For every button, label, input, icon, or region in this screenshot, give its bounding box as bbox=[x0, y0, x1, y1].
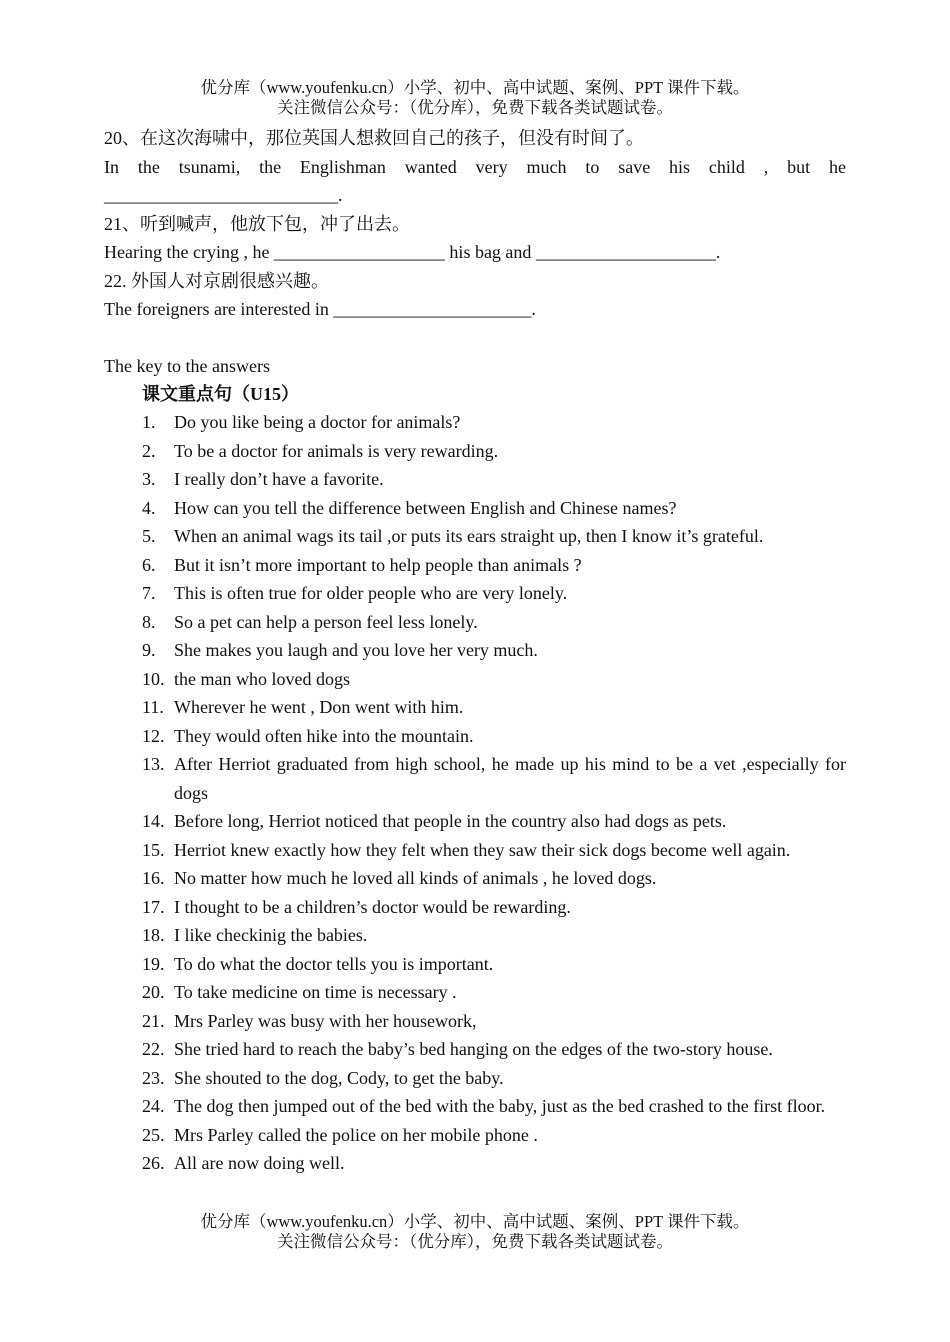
section-gap bbox=[104, 324, 846, 352]
list-item-number: 13. bbox=[142, 754, 165, 774]
list-item-number: 16. bbox=[142, 868, 165, 888]
question-21-chinese: 21、听到喊声，他放下包，冲了出去。 bbox=[104, 213, 410, 234]
list-item-text: All are now doing well. bbox=[174, 1153, 345, 1173]
list-item bbox=[142, 465, 846, 494]
list-item bbox=[142, 1092, 846, 1121]
answer-section-title: 课文重点句（U15） bbox=[142, 384, 299, 404]
list-item-text: To take medicine on time is necessary . bbox=[174, 982, 457, 1002]
list-item-number: 22. bbox=[142, 1039, 165, 1059]
footer-line-1: 优分库（www.youfenku.cn）小学、初中、高中试题、案例、PPT 课件下载。 bbox=[200, 1212, 750, 1231]
list-item-number: 7. bbox=[142, 583, 156, 603]
list-item-number: 2. bbox=[142, 440, 156, 461]
question-20-blank: __________________________. bbox=[104, 185, 343, 205]
list-item-number: 8. bbox=[142, 611, 156, 632]
list-item bbox=[142, 836, 846, 865]
list-item-text: When an animal wags its tail ,or puts its ears straight up, then I know it’s grateful. bbox=[174, 526, 764, 546]
list-item-number: 1. bbox=[142, 412, 156, 432]
list-item bbox=[142, 950, 846, 979]
list-item bbox=[142, 1064, 846, 1093]
list-item bbox=[142, 551, 846, 580]
list-item-text: I like checkinig the babies. bbox=[174, 925, 368, 945]
list-item-text: After Herriot graduated from high school, he made up his mind to be a vet ,especially for dogs bbox=[174, 754, 846, 803]
list-item bbox=[142, 693, 846, 722]
answer-key-section bbox=[142, 380, 846, 1178]
list-item-number: 21. bbox=[142, 1010, 165, 1031]
list-item-text: I thought to be a children’s doctor would be rewarding. bbox=[174, 896, 571, 917]
list-item-number: 15. bbox=[142, 839, 165, 860]
list-item-number: 14. bbox=[142, 811, 165, 831]
list-item-text: So a pet can help a person feel less lonely. bbox=[174, 611, 478, 632]
list-item-number: 18. bbox=[142, 925, 165, 945]
list-item bbox=[142, 1007, 846, 1036]
list-item-text: Do you like being a doctor for animals? bbox=[174, 412, 461, 432]
list-item-text: The dog then jumped out of the bed with the baby, just as the bed crashed to the first floor. bbox=[174, 1096, 826, 1116]
list-item-number: 25. bbox=[142, 1124, 165, 1145]
question-22-chinese: 22. 外国人对京剧很感兴趣。 bbox=[104, 270, 329, 291]
header-line-2: 关注微信公众号：（优分库），免费下载各类试题试卷。 bbox=[277, 98, 673, 117]
list-item-text: To do what the doctor tells you is important. bbox=[174, 953, 494, 974]
document-body bbox=[104, 124, 846, 1178]
list-item-number: 26. bbox=[142, 1153, 165, 1173]
footer-line-2: 关注微信公众号：（优分库），免费下载各类试题试卷。 bbox=[277, 1232, 673, 1251]
page-header bbox=[0, 78, 950, 118]
list-item-text: She shouted to the dog, Cody, to get the baby. bbox=[174, 1067, 504, 1088]
list-item-number: 9. bbox=[142, 640, 156, 660]
list-item bbox=[142, 1035, 846, 1064]
list-item-text: Mrs Parley called the police on her mobile phone . bbox=[174, 1124, 538, 1145]
list-item-number: 23. bbox=[142, 1067, 165, 1088]
list-item-number: 3. bbox=[142, 469, 156, 489]
list-item bbox=[142, 522, 846, 551]
list-item-number: 10. bbox=[142, 668, 165, 689]
question-20-english: In the tsunami, the Englishman wanted very much to save his child , but he bbox=[104, 156, 846, 177]
list-item-number: 5. bbox=[142, 526, 156, 546]
list-item bbox=[142, 665, 846, 694]
list-item-text: But it isn’t more important to help people than animals ? bbox=[174, 554, 582, 575]
list-item bbox=[142, 978, 846, 1007]
list-item-text: No matter how much he loved all kinds of animals , he loved dogs. bbox=[174, 868, 657, 888]
list-item-text: I really don’t have a favorite. bbox=[174, 469, 384, 489]
list-item bbox=[142, 921, 846, 950]
question-20-chinese: 20、在这次海啸中，那位英国人想救回自己的孩子，但没有时间了。 bbox=[104, 128, 644, 148]
list-item bbox=[142, 1121, 846, 1150]
list-item-text: How can you tell the difference between English and Chinese names? bbox=[174, 497, 677, 518]
header-line-1: 优分库（www.youfenku.cn）小学、初中、高中试题、案例、PPT 课件下载。 bbox=[200, 78, 750, 97]
list-item-text: She makes you laugh and you love her very much. bbox=[174, 640, 538, 660]
list-item-text: She tried hard to reach the baby’s bed hanging on the edges of the two-story house. bbox=[174, 1039, 773, 1059]
list-item bbox=[142, 1149, 846, 1178]
list-item bbox=[142, 750, 846, 807]
list-item-text: Mrs Parley was busy with her housework, bbox=[174, 1010, 477, 1031]
list-item-number: 4. bbox=[142, 497, 156, 518]
list-item-text: They would often hike into the mountain. bbox=[174, 725, 474, 746]
list-item-text: the man who loved dogs bbox=[174, 668, 350, 689]
list-item-number: 17. bbox=[142, 896, 165, 917]
list-item-number: 12. bbox=[142, 725, 165, 746]
list-item bbox=[142, 608, 846, 637]
list-item-text: Wherever he went , Don went with him. bbox=[174, 697, 464, 717]
question-21-english: Hearing the crying , he ___________________ his bag and ____________________. bbox=[104, 242, 721, 262]
question-22-english: The foreigners are interested in ______________________. bbox=[104, 299, 536, 319]
list-item bbox=[142, 636, 846, 665]
answer-list bbox=[142, 408, 846, 1178]
list-item bbox=[142, 864, 846, 893]
list-item bbox=[142, 408, 846, 437]
list-item bbox=[142, 579, 846, 608]
page-footer bbox=[0, 1212, 950, 1252]
list-item bbox=[142, 437, 846, 466]
list-item-text: This is often true for older people who are very lonely. bbox=[174, 583, 568, 603]
list-item-number: 24. bbox=[142, 1096, 165, 1116]
answers-heading: The key to the answers bbox=[104, 355, 270, 376]
list-item bbox=[142, 494, 846, 523]
list-item-text: Herriot knew exactly how they felt when they saw their sick dogs become well again. bbox=[174, 839, 791, 860]
list-item-text: To be a doctor for animals is very rewarding. bbox=[174, 440, 499, 461]
list-item-number: 6. bbox=[142, 554, 156, 575]
list-item bbox=[142, 807, 846, 836]
list-item-number: 20. bbox=[142, 982, 165, 1002]
list-item bbox=[142, 722, 846, 751]
list-item-number: 11. bbox=[142, 697, 164, 717]
list-item-text: Before long, Herriot noticed that people in the country also had dogs as pets. bbox=[174, 811, 727, 831]
list-item-number: 19. bbox=[142, 953, 165, 974]
list-item bbox=[142, 893, 846, 922]
